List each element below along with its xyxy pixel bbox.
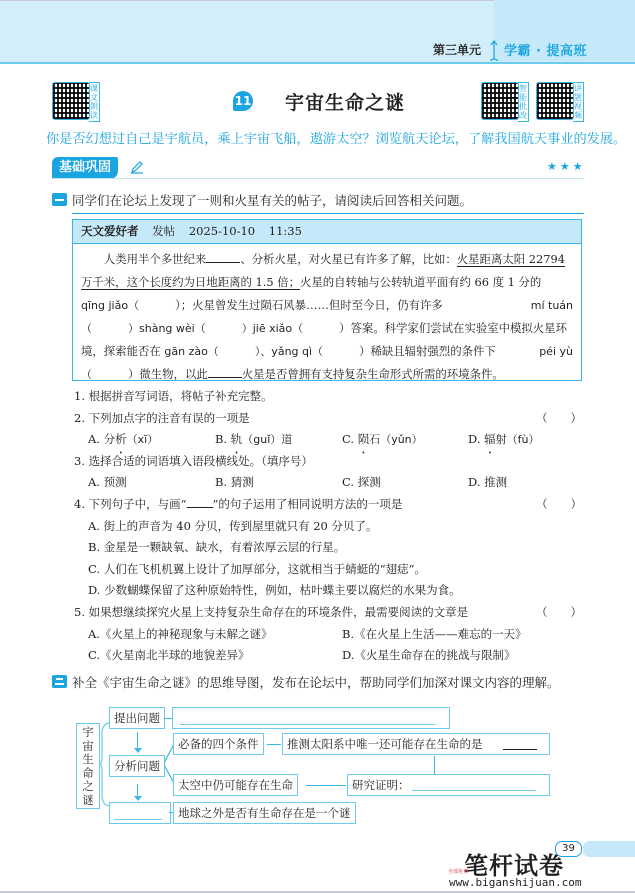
question-4 [74, 494, 584, 516]
mindmap-conclusion: 地球之外是否有生命存在是一个谜 [173, 802, 356, 824]
option-d[interactable] [342, 645, 515, 667]
option-text: 《火星生命存在的挑战与限制》 [354, 648, 516, 663]
answer-bracket[interactable]: （ ） [536, 410, 582, 425]
lesson-title: 宇宙生命之谜 [285, 92, 406, 114]
mindmap-research [347, 774, 550, 796]
arrow-up-icon [490, 39, 498, 61]
pinyin-yangqi: ）、yǎng qì（ [254, 345, 324, 358]
question-number: 4. [74, 496, 85, 511]
option-key: A. [88, 432, 100, 447]
unit-label: 第三单元 [433, 43, 482, 57]
option-key: C. [342, 432, 355, 447]
post-text: 境，探索能否在 [81, 344, 161, 358]
mindmap-raise-question: 提出问题 [109, 707, 165, 729]
question-5 [74, 602, 584, 624]
mindmap-conclusion-answer[interactable] [109, 802, 171, 824]
section-divider [52, 178, 584, 179]
option-pinyin: （guǐ）道 [242, 433, 293, 447]
question-text: 选择合适的词语填入语段横线处。（填序号） [88, 453, 313, 468]
mindmap-raise-answer[interactable] [172, 707, 450, 729]
option-key: B. [215, 475, 228, 490]
question-3 [74, 451, 584, 473]
option-key: B. [88, 540, 101, 555]
option-pinyin: （xī） [126, 433, 159, 447]
post-top-rule [72, 213, 584, 214]
infer-answer-line[interactable] [503, 749, 537, 750]
post-text: 火星是否曾拥有支持复杂生命形式所需的环境条件。 [241, 367, 504, 381]
lesson-intro: 你是否幻想过自己是宇航员，乘上宇宙飞船，遨游太空？浏览航天论坛，了解我国航天事业的发展。 [46, 132, 627, 147]
option-text: 金星是一颗缺氧、缺水，有着浓厚云层的行星。 [103, 540, 346, 555]
dotted-char: 析 [115, 432, 127, 447]
pinyin-ganzao: gān zào（ [164, 345, 219, 358]
post-body [73, 244, 581, 386]
post-time: 11:35 [268, 224, 302, 238]
paren-open: （ [81, 368, 92, 381]
option-key: D. [468, 475, 481, 490]
option-a[interactable] [88, 472, 127, 494]
post-text: ）微生物，以此 [128, 367, 208, 381]
section-title: 基础巩固 [52, 157, 118, 179]
pencil-icon [130, 160, 144, 174]
option-text: 街上的声音为 40 分贝，传到屋里就只有 20 分贝了。 [103, 518, 378, 533]
option-text: 人们在飞机机翼上设计了加厚部分，这就相当于蜻蜓的“翅痣”。 [103, 561, 426, 576]
qr-code-reading[interactable] [52, 82, 90, 120]
underlined-sentence: 万千米，这个长度约为日地距离的 1.5 倍； [81, 275, 300, 289]
option-text: 推测 [484, 475, 508, 490]
question-number: 1. [74, 389, 85, 403]
infer-text: 推测太阳系中唯一还可能存在生命的是 [287, 737, 483, 751]
option-text: 《火星上的神秘现象与未解之谜》 [99, 626, 273, 641]
underline-sample [187, 497, 213, 508]
mindmap-analyze: 分析问题 [109, 755, 165, 777]
pinyin-mituan: mí tuán [530, 299, 573, 312]
pinyin-qingjiao: qīng jiǎo（ [81, 299, 140, 312]
mindmap-infer [282, 733, 550, 755]
option-key: A. [88, 475, 100, 490]
option-b[interactable] [215, 472, 254, 494]
mindmap-root: 宇宙生命之谜 [76, 723, 100, 809]
pinyin-shangwei: ）shàng wèi（ [128, 322, 206, 335]
question-1 [74, 386, 584, 408]
difficulty-stars: ★★★ [547, 160, 586, 173]
option-text: 《火星南北半球的地貌差异》 [100, 648, 250, 663]
underlined-sentence: 火星距离太阳 22794 [456, 252, 565, 266]
option-b[interactable] [74, 537, 584, 559]
post-text: 人类用半个多世纪来 [103, 252, 207, 266]
arrow-down-icon [134, 748, 142, 754]
paren-open: （ [81, 322, 92, 335]
option-b[interactable] [215, 429, 292, 451]
question-text: 下列加点字的注音有误的一项是 [88, 410, 250, 425]
option-key: B. [215, 432, 228, 447]
option-key: D. [342, 648, 355, 663]
option-a[interactable] [74, 516, 584, 538]
pinyin-peiyu: péi yù [539, 345, 573, 358]
option-text: 分 [103, 432, 116, 447]
qr-code-video[interactable] [536, 82, 574, 120]
option-d[interactable] [468, 472, 507, 494]
option-c[interactable] [342, 429, 423, 451]
lesson-number: 11 [233, 91, 253, 111]
question-5-options-row2 [74, 645, 584, 667]
answer-bracket[interactable]: （ ） [536, 496, 582, 511]
option-key: C. [342, 475, 355, 490]
option-key: C. [88, 561, 101, 576]
option-pinyin: 石（yǔn） [369, 433, 423, 447]
answer-blank-2[interactable] [208, 363, 242, 378]
dotted-char: 陨 [357, 432, 370, 447]
option-c[interactable] [74, 559, 584, 581]
question-text: 如果想继续探究火星上支持复杂生命存在的环境条件，最需要阅读的文章是 [88, 604, 469, 619]
page-tab [583, 841, 635, 857]
mindmap-space-life: 太空中仍可能存在生命 [173, 774, 298, 796]
question-list [74, 386, 584, 667]
option-key: A. [88, 518, 100, 533]
post-text: ）答案。科学家们尝试在实验室中模拟火星环 [339, 321, 567, 335]
research-text: 研究证明： [352, 778, 410, 792]
connector [434, 756, 435, 774]
question-text: 下列句子中，与画“ [88, 496, 187, 511]
answer-line [114, 819, 162, 820]
post-action: 发帖 [152, 224, 176, 238]
watermark-url[interactable]: www.biganshijuan.com [449, 876, 582, 889]
qr-label-video: 讲题视频 [574, 84, 582, 120]
post-text: 火星的自转轴与公转轨道平面有约 66 度 1 分的 [300, 275, 542, 289]
option-d[interactable] [74, 580, 584, 602]
question-number: 3. [74, 453, 85, 468]
part-one-badge [52, 193, 67, 206]
dotted-char: 轨 [230, 432, 243, 447]
option-text: 《在火星上生活——难忘的一天》 [354, 626, 527, 641]
question-2-options [74, 429, 584, 451]
option-text: 猜测 [230, 475, 254, 490]
option-c[interactable] [342, 472, 381, 494]
option-key: D. [468, 432, 481, 447]
option-key: C. [88, 648, 101, 663]
option-b[interactable] [342, 624, 527, 646]
connector [164, 718, 172, 719]
part-two-badge [52, 675, 67, 688]
question-number: 5. [74, 604, 85, 619]
page-number: 39 [555, 841, 582, 857]
watermark-title: 笔杆试卷 [464, 852, 564, 880]
answer-line [180, 724, 435, 725]
post-text: 、分析火星，对火星已有许多了解，比如： [240, 252, 457, 266]
question-text: 根据拼音写词语，将帖子补充完整。 [88, 389, 273, 403]
qr-label-grading: 智能批改 [519, 84, 527, 120]
option-key: B. [342, 626, 355, 641]
option-a[interactable] [88, 429, 158, 451]
pinyin-jiexiao: ）jiē xiǎo（ [241, 322, 304, 335]
option-text: 探测 [357, 475, 381, 490]
option-c[interactable] [88, 645, 250, 667]
option-text: 少数蝴蝶保留了这种原始特性，例如，枯叶蝶主要以腐烂的水果为食。 [104, 583, 461, 598]
post-text: ）；火星曾发生过陨石风暴……但时至今日，仍有许多 [175, 298, 443, 312]
answer-bracket[interactable]: （ ） [536, 604, 582, 619]
post-text: ）稀缺且辐射强烈的条件下 [359, 344, 496, 358]
qr-code-grading[interactable] [481, 82, 519, 120]
answer-blank-1[interactable] [206, 248, 240, 263]
connector [267, 744, 281, 745]
qr-label-reading: 课文朗读 [90, 84, 98, 120]
question-text: ”的句子运用了相同说明方法的一项是 [212, 496, 403, 511]
option-d[interactable] [468, 429, 539, 451]
research-answer-line[interactable] [412, 790, 536, 791]
post-author: 天文爱好者 [81, 224, 139, 238]
forum-post [72, 219, 582, 381]
brand-label: 学霸 · 提高班 [504, 44, 587, 59]
option-key: A. [88, 626, 100, 641]
dotted-char: 辐 [484, 432, 496, 447]
connector [306, 785, 346, 786]
part-one-instruction: 同学们在论坛上发现了一则和火星有关的帖子，请阅读后回答相关问题。 [72, 193, 473, 208]
option-text: 预测 [103, 475, 127, 490]
part-two-instruction: 补全《宇宙生命之谜》的思维导图，发布在论坛中，帮助同学们加深对课文内容的理解。 [72, 675, 560, 690]
option-pinyin: 射（fù） [495, 433, 540, 447]
watermark-tag: 全部免费 [448, 869, 469, 875]
question-2 [74, 408, 584, 430]
question-3-options [74, 472, 584, 494]
mindmap-conditions: 必备的四个条件 [173, 733, 264, 755]
question-number: 2. [74, 410, 85, 425]
option-a[interactable] [88, 624, 272, 646]
post-header [73, 220, 581, 244]
option-key: D. [88, 583, 101, 598]
post-date: 2025-10-10 [188, 224, 256, 238]
question-5-options-row1 [74, 624, 584, 646]
